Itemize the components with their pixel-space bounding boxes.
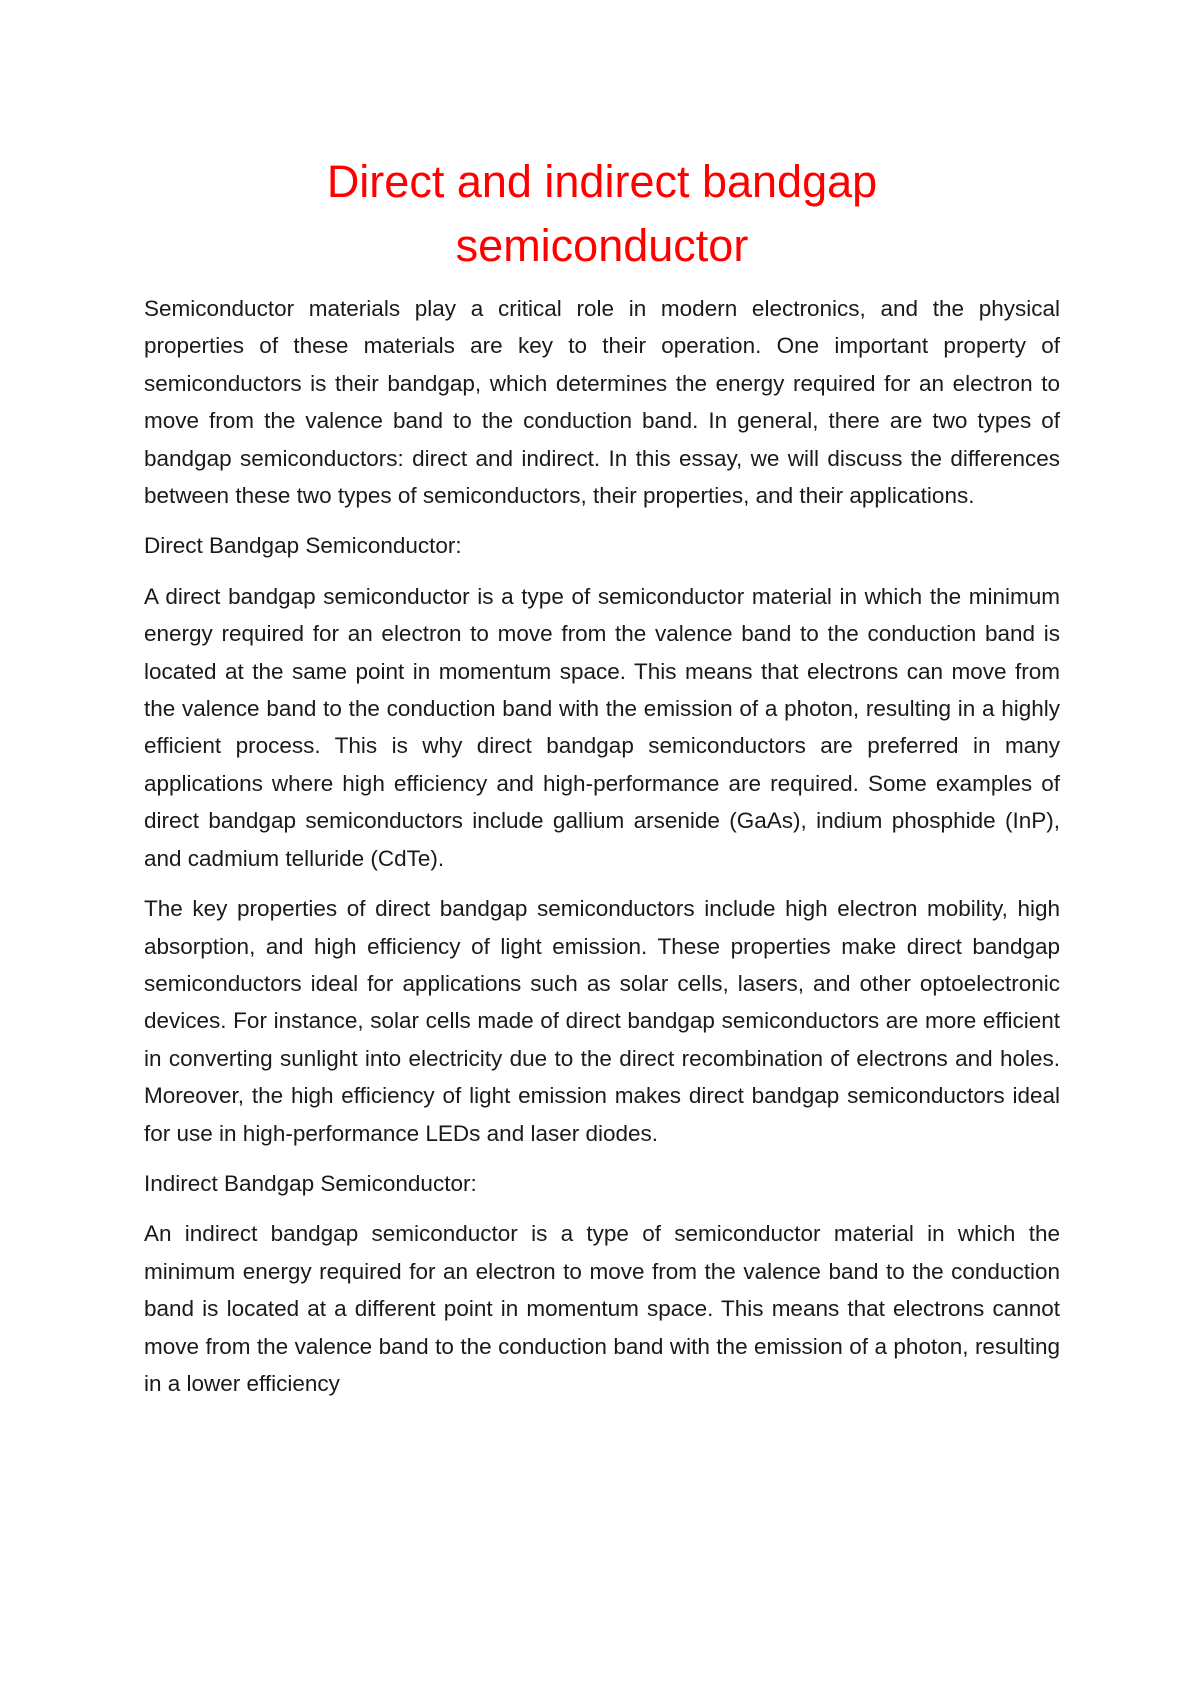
intro-paragraph: Semiconductor materials play a critical role in modern electronics, and the physical properties of these materials are key to their operation. One important property of semiconductors is their bandgap, which determines the energy required for an electron to move from the valence band to the conduction band. In general, there are two types of bandgap semiconductors: direct and indirect. In this essay, we will discuss the differences between these two types of semiconductors, their properties, and their applications. — [144, 296, 1060, 509]
indirect-bandgap-heading: Indirect Bandgap Semiconductor: — [144, 1170, 477, 1196]
indirect-bandgap-paragraph-1: An indirect bandgap semiconductor is a type of semiconductor material in which the minimum energy required for an electron to move from the valence band to the conduction band is located at a different point in momentum space. This means that electrons cannot move from the valence band to the conduction band with the emission of a photon, resulting in a lower efficiency — [144, 1221, 1060, 1396]
document-body — [144, 150, 1060, 1415]
title-line-2: semiconductor — [455, 220, 749, 271]
title-line-1: Direct and indirect bandgap — [326, 156, 878, 207]
document-title — [144, 150, 1060, 278]
direct-bandgap-heading: Direct Bandgap Semiconductor: — [144, 533, 462, 559]
direct-bandgap-paragraph-2: The key properties of direct bandgap semiconductors include high electron mobility, high absorption, and high efficiency of light emission. These properties make direct bandgap semiconductors ideal for applications such as solar cells, lasers, and other optoelectronic devices. For instance, solar cells made of direct bandgap semiconductors are more efficient in converting sunlight into electricity due to the direct recombination of electrons and holes. Moreover, the high efficiency of light emission makes direct bandgap semiconductors ideal for use in high-performance LEDs and laser diodes. — [144, 896, 1060, 1146]
direct-bandgap-paragraph-1: A direct bandgap semiconductor is a type of semiconductor material in which the minimum energy required for an electron to move from the valence band to the conduction band is located at the same point in momentum space. This means that electrons can move from the valence band to the conduction band with the emission of a photon, resulting in a highly efficient process. This is why direct bandgap semiconductors are preferred in many applications where high efficiency and high-performance are required. Some examples of direct bandgap semiconductors include gallium arsenide (GaAs), indium phosphide (InP), and cadmium telluride (CdTe). — [144, 583, 1060, 871]
